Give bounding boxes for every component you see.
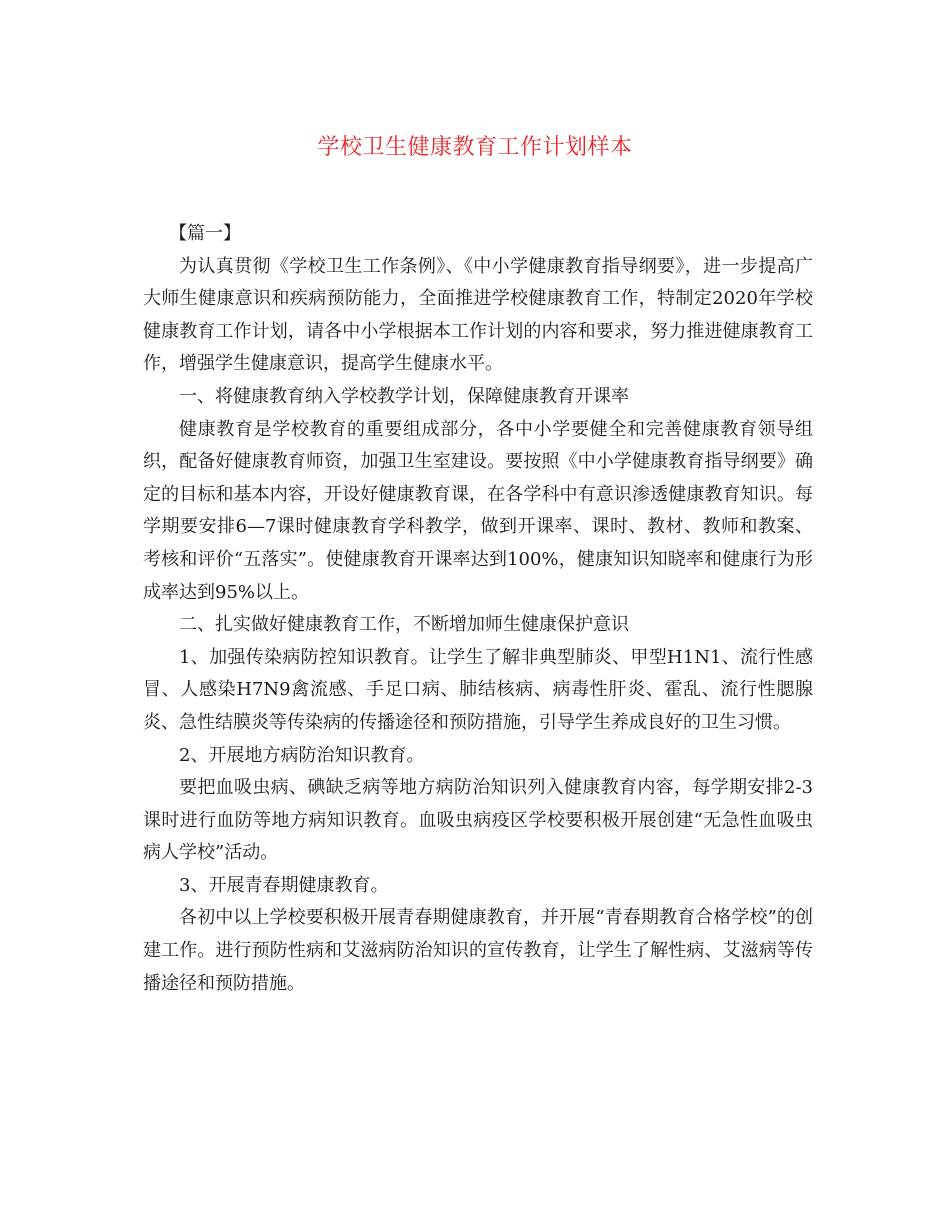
intro-paragraph: 为认真贯彻《学校卫生工作条例》、《中小学健康教育指导纲要》，进一步提高广大师生健康意识和疾病预防能力，全面推进学校健康教育工作，特制定2020年学校健康教育工作计划，请各中小学根据本工作计划的内容和要求，努力推进健康教育工作，增强学生健康意识，提高学生健康水平。 [143,255,813,375]
item-2-heading: 2、开展地方病防治知识教育。 [179,744,425,766]
section-label: 【篇一】 [169,223,241,244]
item-1-paragraph: 1、加强传染病防控知识教育。让学生了解非典型肺炎、甲型H1N1、流行性感冒、人感染H7N9禽流感、手足口病、肺结核病、病毒性肝炎、霍乱、流行性腮腺炎、急性结膜炎等传染病的传播途径和预防措施，引导学生养成良好的卫生习惯。 [143,646,813,733]
item-3-paragraph: 各初中以上学校要积极开展青春期健康教育，并开展“青春期教育合格学校”的创建工作。进行预防性病和艾滋病防治知识的宣传教育，让学生了解性病、艾滋病等传播途径和预防措施。 [143,907,813,994]
item-2-paragraph: 要把血吸虫病、碘缺乏病等地方病防治知识列入健康教育内容，每学期安排2-3课时进行血防等地方病知识教育。血吸虫病疫区学校要积极开展创建“无急性血吸虫病人学校”活动。 [143,777,813,864]
item-3-heading: 3、开展青春期健康教育。 [179,874,389,896]
section-heading-1: 一、将健康教育纳入学校教学计划，保障健康教育开课率 [179,385,629,407]
document-body [143,218,813,1000]
section-1-paragraph: 健康教育是学校教育的重要组成部分，各中小学要健全和完善健康教育领导组织，配备好健康教育师资，加强卫生室建设。要按照《中小学健康教育指导纲要》确定的目标和基本内容，开设好健康教育课，在各学科中有意识渗透健康教育知识。每学期要安排6—7课时健康教育学科教学，做到开课率、课时、教材、教师和教案、考核和评价“五落实”。使健康教育开课率达到100%，健康知识知晓率和健康行为形成率达到95%以上。 [143,418,813,603]
section-heading-2: 二、扎实做好健康教育工作，不断增加师生健康保护意识 [179,614,629,636]
document-title: 学校卫生健康教育工作计划样本 [317,135,633,160]
